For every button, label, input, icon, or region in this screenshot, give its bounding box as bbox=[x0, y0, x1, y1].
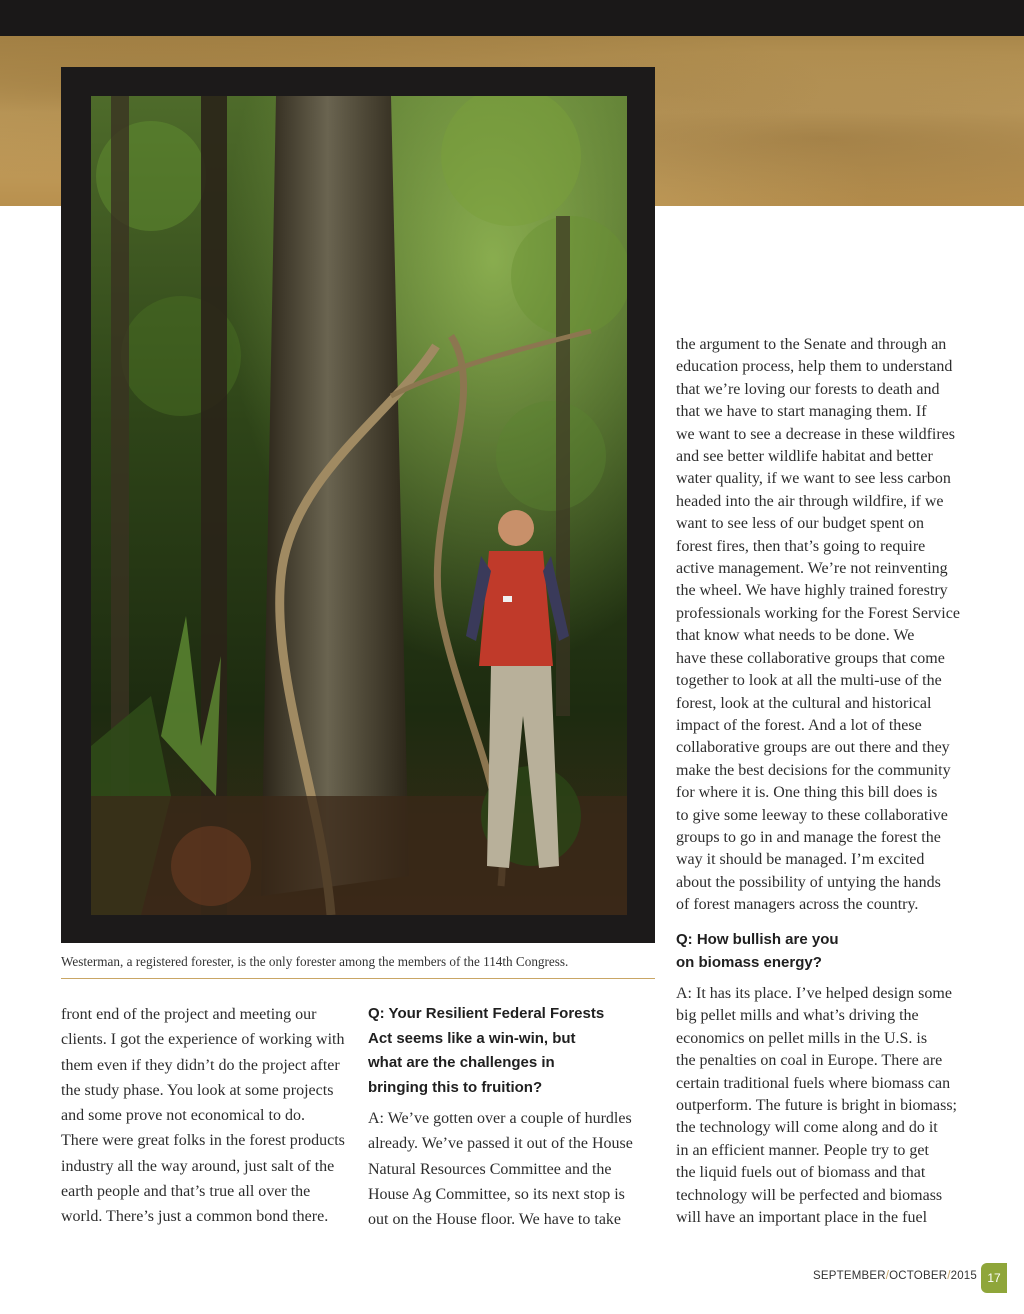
forest-photo bbox=[91, 96, 627, 915]
left-column bbox=[61, 1002, 353, 1230]
question-line: on biomass energy? bbox=[676, 953, 822, 971]
text-line: clients. I got the experience of working with bbox=[61, 1031, 345, 1049]
text-line: There were great folks in the forest products bbox=[61, 1132, 345, 1150]
text-line: will have an important place in the fuel bbox=[676, 1209, 928, 1227]
text-line: active management. We’re not reinventing bbox=[676, 560, 948, 578]
date-separator: / bbox=[947, 1270, 951, 1282]
interview-question bbox=[676, 929, 966, 974]
text-line: forest, look at the cultural and historical bbox=[676, 694, 932, 712]
right-column-bottom bbox=[676, 983, 966, 1229]
text-line: A: It has its place. I’ve helped design some bbox=[676, 985, 952, 1002]
text-line: earth people and that’s true all over the bbox=[61, 1183, 311, 1201]
question-line: what are the challenges in bbox=[368, 1054, 555, 1071]
interview-answer bbox=[368, 1106, 638, 1232]
text-line: together to look at all the multi-use of the bbox=[676, 672, 942, 690]
text-line: have these collaborative groups that come bbox=[676, 649, 945, 667]
photo-caption: Westerman, a registered forester, is the only forester among the members of the 114th Congress. bbox=[61, 954, 655, 979]
date-separator: / bbox=[885, 1270, 890, 1282]
issue-month-2: OCTOBER bbox=[889, 1270, 948, 1282]
body-paragraph bbox=[61, 1002, 353, 1230]
text-line: make the best decisions for the community bbox=[676, 761, 951, 779]
text-line: collaborative groups are out there and they bbox=[676, 739, 950, 757]
body-paragraph bbox=[676, 334, 966, 917]
right-column-top bbox=[676, 334, 966, 917]
question-line: Act seems like a win-win, but bbox=[368, 1029, 576, 1047]
forest-photo-illustration bbox=[91, 96, 627, 915]
text-line: groups to go in and manage the forest the bbox=[676, 828, 941, 846]
text-line: out on the House floor. We have to take bbox=[368, 1211, 622, 1229]
middle-column bbox=[368, 1002, 638, 1232]
issue-month-1: SEPTEMBER bbox=[813, 1270, 886, 1282]
text-line: impact of the forest. And a lot of these bbox=[676, 716, 922, 734]
text-line: in an efficient manner. People try to get bbox=[676, 1141, 929, 1159]
text-line: professionals working for the Forest Service bbox=[676, 604, 960, 622]
text-line: outperform. The future is bright in biomass; bbox=[676, 1097, 957, 1115]
text-line: water quality, if we want to see less carbon bbox=[676, 470, 951, 488]
text-line: forest fires, then that’s going to require bbox=[676, 537, 926, 555]
text-line: for where it is. One thing this bill does is bbox=[676, 784, 938, 802]
text-line: the penalties on coal in Europe. There are bbox=[676, 1052, 943, 1070]
text-line: certain traditional fuels where biomass can bbox=[676, 1074, 951, 1092]
issue-date bbox=[813, 1270, 977, 1282]
question-line: Q: Your Resilient Federal Forests bbox=[368, 1005, 605, 1022]
text-line: we want to see a decrease in these wildfires bbox=[676, 425, 955, 443]
text-line: that we have to start managing them. If bbox=[676, 403, 927, 421]
text-line: economics on pellet mills in the U.S. is bbox=[676, 1029, 928, 1047]
question-line: bringing this to fruition? bbox=[368, 1078, 543, 1096]
text-line: the study phase. You look at some projects bbox=[61, 1081, 334, 1099]
text-line: the liquid fuels out of biomass and that bbox=[676, 1164, 926, 1182]
text-line: way it should be managed. I’m excited bbox=[676, 851, 925, 869]
text-line: that we’re loving our forests to death and bbox=[676, 380, 940, 398]
text-line: technology will be perfected and biomass bbox=[676, 1186, 943, 1204]
page-number: 17 bbox=[981, 1263, 1007, 1293]
interview-answer bbox=[676, 983, 966, 1229]
text-line: the wheel. We have highly trained forestry bbox=[676, 582, 948, 600]
text-line: and see better wildlife habitat and better bbox=[676, 448, 933, 466]
text-line: that know what needs to be done. We bbox=[676, 627, 915, 645]
text-line: want to see less of our budget spent on bbox=[676, 515, 924, 533]
text-line: front end of the project and meeting our bbox=[61, 1006, 317, 1023]
text-line: headed into the air through wildfire, if we bbox=[676, 492, 944, 510]
text-line: education process, help them to understand bbox=[676, 358, 953, 376]
text-line: of forest managers across the country. bbox=[676, 896, 919, 914]
text-line: Natural Resources Committee and the bbox=[368, 1160, 612, 1178]
interview-question bbox=[368, 1002, 638, 1100]
top-bar bbox=[0, 0, 1024, 36]
text-line: and some prove not economical to do. bbox=[61, 1107, 305, 1125]
question-line: Q: How bullish are you bbox=[676, 931, 839, 948]
text-line: about the possibility of untying the hands bbox=[676, 873, 941, 891]
text-line: world. There’s just a common bond there. bbox=[61, 1208, 329, 1226]
text-line: them even if they didn’t do the project after bbox=[61, 1056, 340, 1074]
text-line: the technology will come along and do it bbox=[676, 1119, 938, 1137]
text-line: A: We’ve gotten over a couple of hurdles bbox=[368, 1110, 632, 1127]
text-line: to give some leeway to these collaborative bbox=[676, 806, 948, 824]
issue-year: 2015 bbox=[950, 1270, 977, 1282]
text-line: already. We’ve passed it out of the House bbox=[368, 1135, 633, 1153]
photo-frame bbox=[61, 67, 655, 943]
text-line: industry all the way around, just salt of the bbox=[61, 1157, 335, 1175]
text-line: the argument to the Senate and through an bbox=[676, 336, 947, 353]
text-line: big pellet mills and what’s driving the bbox=[676, 1007, 919, 1025]
text-line: House Ag Committee, so its next stop is bbox=[368, 1185, 625, 1203]
